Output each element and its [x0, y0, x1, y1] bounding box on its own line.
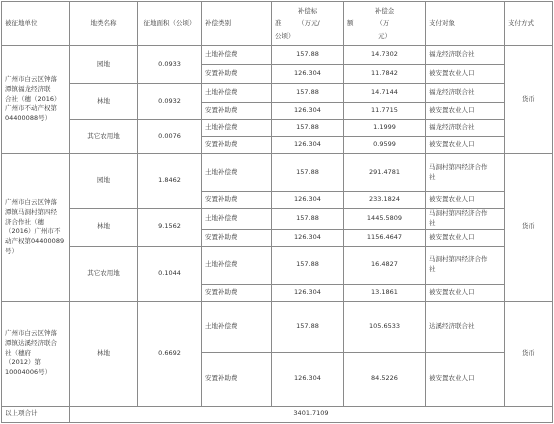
land-type-cell: 园地 — [70, 154, 138, 209]
total-value: 3401.7109 — [70, 406, 553, 422]
amount-cell: 84.5226 — [344, 352, 426, 406]
standard-cell: 157.88 — [272, 46, 344, 65]
comp-type-cell: 安置补助费 — [202, 284, 272, 301]
header-amount-line1: 补偿金 — [374, 6, 395, 15]
area-cell: 9.1562 — [138, 209, 202, 247]
header-row — [2, 2, 553, 46]
standard-cell: 157.88 — [272, 301, 344, 352]
pay-method-cell: 货币 — [505, 46, 553, 154]
payee-cell: 被安置农业人口 — [426, 352, 505, 406]
standard-cell: 157.88 — [272, 154, 344, 192]
comp-type-cell: 安置补助费 — [202, 103, 272, 120]
header-payee: 支付对象 — [426, 2, 505, 46]
header-amount-line3: 元） — [378, 31, 391, 40]
comp-type-cell: 安置补助费 — [202, 137, 272, 154]
amount-cell: 1.1999 — [344, 120, 426, 137]
header-unit: 被征地单位 — [2, 2, 70, 46]
area-cell: 0.0076 — [138, 120, 202, 154]
area-cell: 0.1044 — [138, 246, 202, 301]
amount-cell: 233.1824 — [344, 192, 426, 209]
standard-cell: 126.304 — [272, 103, 344, 120]
land-type-cell: 林地 — [70, 301, 138, 406]
table-row — [2, 209, 553, 230]
compensation-table — [1, 1, 553, 423]
header-standard-line2: 准 （万元/ — [275, 19, 320, 28]
standard-cell: 157.88 — [272, 246, 344, 284]
standard-cell: 126.304 — [272, 229, 344, 246]
amount-cell: 11.7842 — [344, 65, 426, 84]
area-cell: 0.6692 — [138, 301, 202, 406]
area-cell: 1.8462 — [138, 154, 202, 209]
payee-cell: 被安置农业人口 — [426, 65, 505, 84]
area-cell: 0.0933 — [138, 46, 202, 84]
payee-cell: 被安置农业人口 — [426, 103, 505, 120]
comp-type-cell: 土地补偿费 — [202, 84, 272, 103]
table-row — [2, 301, 553, 352]
amount-cell: 1445.5809 — [344, 209, 426, 230]
header-pay-method: 支付方式 — [505, 2, 553, 46]
amount-cell: 14.7144 — [344, 84, 426, 103]
land-type-cell: 园地 — [70, 46, 138, 84]
standard-cell: 157.88 — [272, 209, 344, 230]
header-amount-line2: 额 （万 — [347, 19, 390, 28]
land-type-cell: 其它农用地 — [70, 246, 138, 301]
amount-cell: 11.7715 — [344, 103, 426, 120]
payee-cell: 福龙经济联合社 — [426, 84, 505, 103]
standard-cell: 126.304 — [272, 65, 344, 84]
header-area: 征地面积（公顷） — [138, 2, 202, 46]
comp-type-cell: 安置补助费 — [202, 192, 272, 209]
pay-method-cell: 货币 — [505, 154, 553, 302]
unit-cell: 广州市白云区钟落 潭镇达溪经济联合 社（穗府 （2012）第 10004006号） — [2, 301, 70, 406]
payee-cell: 福龙经济联合社 — [426, 120, 505, 137]
pay-method-cell: 货币 — [505, 301, 553, 406]
header-standard — [272, 2, 344, 46]
amount-cell: 13.1861 — [344, 284, 426, 301]
standard-cell: 157.88 — [272, 120, 344, 137]
standard-cell: 157.88 — [272, 84, 344, 103]
unit-cell: 广州市白云区钟落 潭镇马洞村第四经 济合作社（穗 （2016）广州市不 动产权第04400089 号） — [2, 154, 70, 302]
header-standard-line1: 补偿标 — [297, 6, 318, 15]
payee-cell: 被安置农业人口 — [426, 137, 505, 154]
payee-cell: 被安置农业人口 — [426, 192, 505, 209]
payee-cell: 马洞村第四经济合作 社 — [426, 209, 505, 230]
payee-cell: 福龙经济联合社 — [426, 46, 505, 65]
comp-type-cell: 土地补偿费 — [202, 154, 272, 192]
header-amount — [344, 2, 426, 46]
header-comp-type: 补偿类别 — [202, 2, 272, 46]
standard-cell: 126.304 — [272, 284, 344, 301]
amount-cell: 1156.4647 — [344, 229, 426, 246]
amount-cell: 291.4781 — [344, 154, 426, 192]
payee-cell: 马洞村第四经济合作 社 — [426, 246, 505, 284]
comp-type-cell: 安置补助费 — [202, 229, 272, 246]
comp-type-cell: 土地补偿费 — [202, 209, 272, 230]
comp-type-cell: 土地补偿费 — [202, 301, 272, 352]
table-row — [2, 46, 553, 65]
area-cell: 0.0932 — [138, 84, 202, 120]
land-type-cell: 林地 — [70, 209, 138, 247]
total-row — [2, 406, 553, 422]
amount-cell: 105.6533 — [344, 301, 426, 352]
table-row — [2, 246, 553, 284]
comp-type-cell: 土地补偿费 — [202, 120, 272, 137]
table-row — [2, 84, 553, 103]
table-row — [2, 120, 553, 137]
payee-cell: 被安置农业人口 — [426, 229, 505, 246]
total-label: 以上项合计 — [2, 406, 70, 422]
comp-type-cell: 安置补助费 — [202, 352, 272, 406]
amount-cell: 14.7302 — [344, 46, 426, 65]
comp-type-cell: 安置补助费 — [202, 65, 272, 84]
land-type-cell: 林地 — [70, 84, 138, 120]
payee-cell: 马洞村第四经济合作 社 — [426, 154, 505, 192]
amount-cell: 0.9599 — [344, 137, 426, 154]
payee-cell: 达溪经济联合社 — [426, 301, 505, 352]
amount-cell: 16.4827 — [344, 246, 426, 284]
header-land-type: 地类名称 — [70, 2, 138, 46]
payee-cell: 被安置农业人口 — [426, 284, 505, 301]
unit-cell: 广州市白云区钟落 潭镇福龙经济联 合社（穗（2016） 广州市不动产权第 04400088号） — [2, 46, 70, 154]
comp-type-cell: 土地补偿费 — [202, 246, 272, 284]
standard-cell: 126.304 — [272, 192, 344, 209]
comp-type-cell: 土地补偿费 — [202, 46, 272, 65]
standard-cell: 126.304 — [272, 137, 344, 154]
land-type-cell: 其它农用地 — [70, 120, 138, 154]
header-standard-line3: 公顷） — [275, 31, 295, 40]
table-row — [2, 154, 553, 192]
standard-cell: 126.304 — [272, 352, 344, 406]
